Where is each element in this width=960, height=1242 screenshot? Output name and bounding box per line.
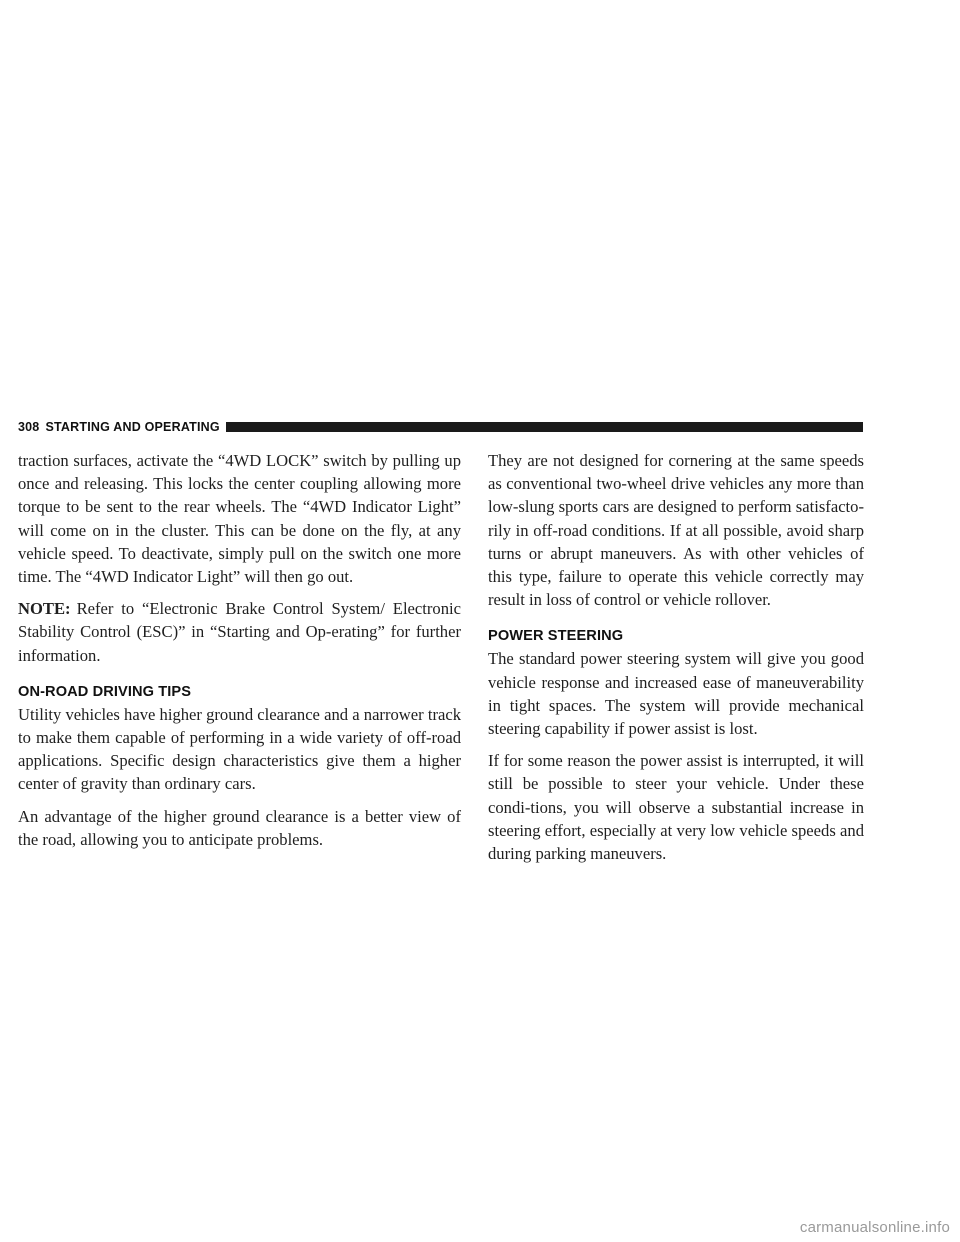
section-title: STARTING AND OPERATING — [45, 420, 220, 434]
paragraph-power-steering-system: The standard power steering system will give you good vehicle response and increased ease of maneuverability in tight spaces. The system will provide mechanical steering capability if power assist is lost. — [488, 649, 864, 739]
paragraph-4wd-lock: traction surfaces, activate the “4WD LOCK” switch by pulling up once and releasing. This locks the center coupling allowing more torque to be sent to the rear wheels. The “4WD Indicator Light” will come on in the cluster. This can be done on the fly, at any vehicle speed. To deactivate, simply pull on the switch one more time. The “4WD Indicator Light” will then go out. — [18, 451, 461, 587]
paragraph-ground-clearance: An advantage of the higher ground clearance is a better view of the road, allowing you to anticipate problems. — [18, 806, 461, 849]
watermark-text: carmanualsonline.info — [799, 1219, 950, 1236]
right-column — [488, 449, 864, 874]
heading-on-road-driving-tips: ON-ROAD DRIVING TIPS — [18, 683, 192, 700]
note-paragraph — [18, 597, 461, 667]
note-label: NOTE: — [18, 599, 71, 619]
heading-power-steering: POWER STEERING — [488, 628, 624, 645]
paragraph-cornering: They are not designed for cornering at the same speeds as conventional two-wheel drive vehicles any more than low-slung sports cars are designed to perform satisfacto-rily in off-road conditions. If at all possible, avoid sharp turns or abrupt maneuvers. As with other vehicles of this type, failure to operate this vehicle correctly may result in loss of control or vehicle rollover. — [488, 451, 864, 610]
paragraph-utility-vehicles: Utility vehicles have higher ground clearance and a narrower track to make them capable of performing in a wide variety of off-road applications. Specific design characteristics give them a higher center of gravity than ordinary cars. — [18, 704, 461, 794]
left-column — [18, 449, 461, 860]
header-rule — [226, 422, 863, 432]
note-text: Refer to “Electronic Brake Control System/ Electronic Stability Control (ESC)” in “Starting and Op-erating” for further information. — [18, 599, 461, 665]
paragraph-power-assist-interrupted: If for some reason the power assist is interrupted, it will still be possible to steer your vehicle. Under these condi-tions, you will observe a substantial increase in steering effort, especially at very low vehicle speeds and during parking maneuvers. — [488, 751, 864, 864]
page-header — [18, 419, 863, 435]
page-number: 308 — [18, 420, 40, 434]
